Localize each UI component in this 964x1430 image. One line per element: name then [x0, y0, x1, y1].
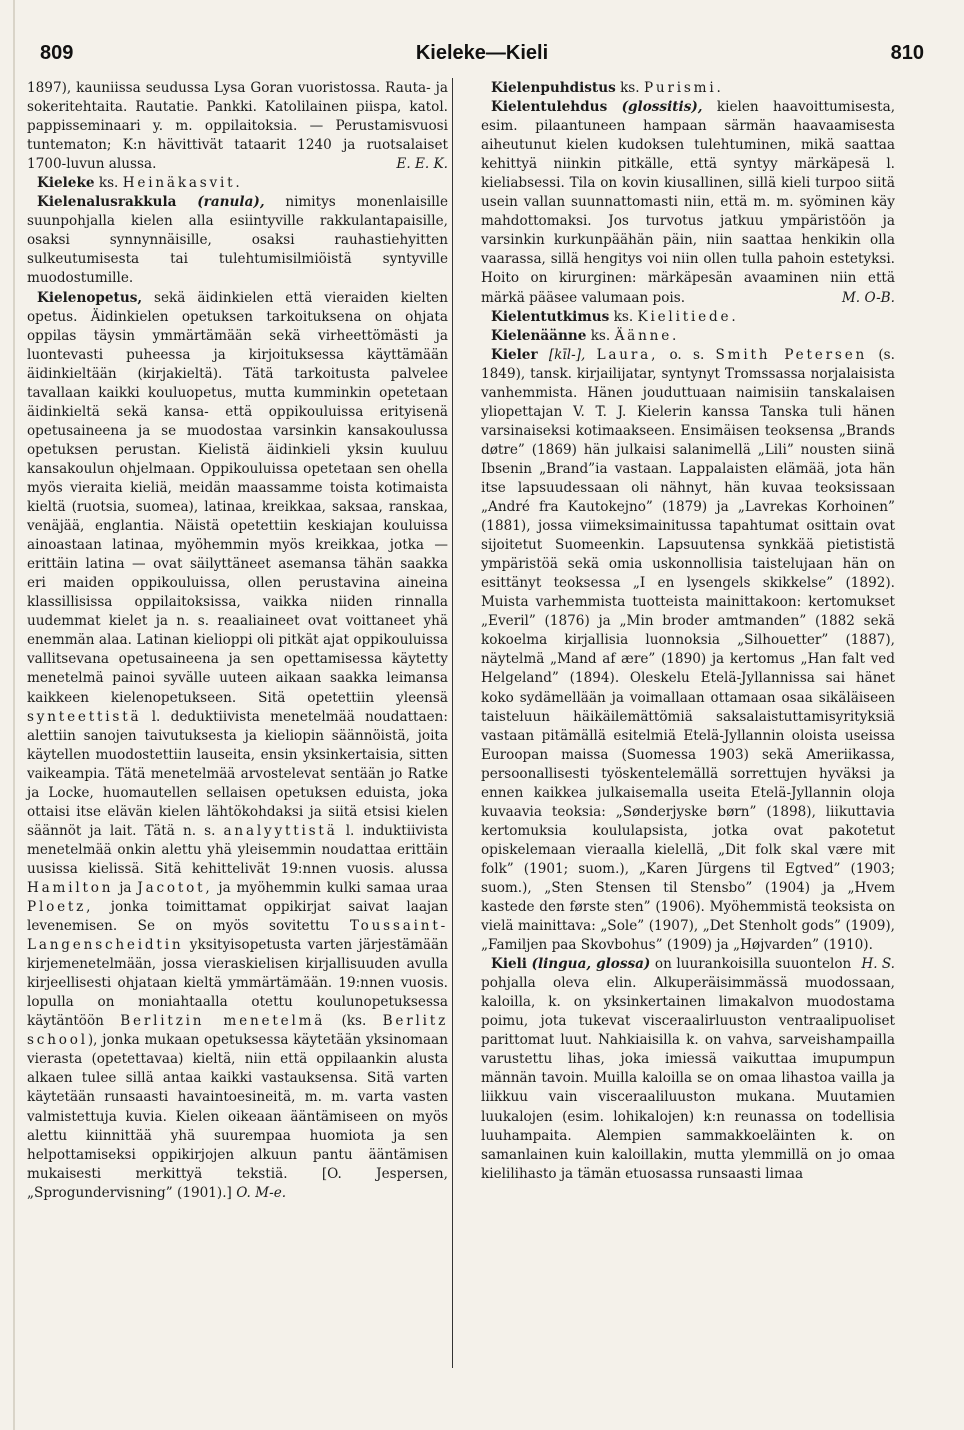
right-column — [481, 79, 895, 1184]
headword: Kielenpuhdistus — [491, 80, 616, 96]
entry-kielenaanne — [481, 327, 895, 346]
pronunciation: [kīl-], — [548, 346, 586, 363]
headword: Kielentutkimus — [491, 308, 610, 325]
spaced-name: Jacotot, — [137, 879, 213, 896]
entry-text: ja — [119, 879, 132, 896]
scan-edge — [13, 0, 15, 1430]
see-prefix: ks. — [98, 175, 119, 192]
entry-text: ja myöhemmin kulki samaa uraa — [218, 879, 448, 896]
column-divider — [452, 78, 453, 1368]
entry-kielenalusrakkula — [27, 193, 448, 288]
see-prefix: ks. — [590, 327, 611, 344]
see-prefix: ks. — [620, 80, 640, 96]
entry-kielentutkimus — [481, 308, 895, 327]
headword: Kieleke — [37, 175, 95, 192]
headword: Kieler — [491, 346, 538, 363]
spaced-name: Hamilton — [27, 879, 114, 896]
entry-text: (s. 1849), tansk. kirjailijatar, syntynyt Tromssassa norjalaisista vanhemmista. Hänen jouduttuaan naimisiin tanskalaisen yliopettajan V. T. J. Kielerin kanssa Tanska tuli hänen varsinaiseksi kotimaakseen. Ensimäisen teoksensa „Brands døtre” (1869) hän julkaisi salanimellä „Lili” nousten siinä Ibsenin „Brand”ia vastaan. Lappalaisten elämää, jota hän itse lapsuudessaan oli nähnyt, hän kuvaa teoksissaan „André fra Kautokejno” (1879) ja „Lavrekas Korhoinen” (1881), jossa viimeksimainitussa tapahtumat osittain ovat sijoitetut Suomeenkin. Lapsuutensa synkkää pietististä ympäristöä sekä omia uskonnollisia taistelujaan hän on esittänyt teoksessa „I en lysengels skikkelse” (1892). Muista varhemmista tuotteista mainittakoon: kertomukset „Everil” (1876) ja „Min broder amtmanden” (1882 sekä kokoelma kirjallisia luonnoksia „Silhouetter” (1887), näytelmä „Mand af ære” (1890) ja kertomus „Han falt ved Helgeland” (1894). Oleskelu Etelä-Jyllannissa sai hänet koko sydämellään ja voimallaan ottamaan osaa sikäläiseen taisteluun häikäilemättömiä saksalaistuttamisyrityksiä vastaan pitämällä esitelmiä Etelä-Jyllannin oloista useissa Euroopan maissa (Suomessa 1903) sekä Ameriikassa, persoonallisesti työskentelemällä sorrettujen hyväksi ja ennen kaikkea julkaisemalla useita Etelä-Jyllannin oloja kuvaavia teoksia: „Sønderjyske børn” (1898), liikuttavia kertomuksia koululapsista, jotka ovat pakotetut opiskelemaan vieraalla kielellä, „Dit folk skal være mit folk” (1901; suom.), „Karen Jürgens til Egtved” (1903; suom.), „Sten Stensen til Stensbo” (1904) ja „Hvem kastede den første sten” (1906). Myöhemmistä teoksista on vielä mainittava: „Sole” (1907), „Det Stenholt gods” (1909), „Familjen paa Skovbohus” (1909) ja „Højvarden” (1910). — [481, 346, 895, 954]
entry-text: l. induktiivista menetelmää onkin alettu yhä yleisemmin noudattaa erittäin uusissa kielissä. Sitä kehittelivät 19:nnen vuosis. alussa — [27, 822, 448, 877]
entry-kielenpuhdistus — [481, 79, 895, 98]
spaced-term: Berlitz school — [27, 1013, 449, 1049]
page-number-right: 810 — [890, 42, 924, 64]
spaced-name: Laura, — [596, 346, 659, 363]
spaced-name: Ploetz, — [27, 899, 94, 916]
cross-reference: Kielitiede. — [637, 308, 739, 325]
entry-text: 1897), kauniissa seudussa Lysa Goran vuoristossa. Rauta- ja sokeritehtaita. Rautatie. Pankki. Katolilainen piispa, katol. pappisseminaari y. m. oppilaitoksia. — Perustamisvuosi tuntematon; K:n hävittivät tataarit 1240 ja ruotsalaiset 1700-luvun alussa. — [27, 80, 448, 173]
entry-kielentulehdus — [481, 98, 895, 308]
entry-text: sekä äidinkielen että vieraiden kielten opetus. Äidinkielen opetuksen tarkoituksena on ohjata oppilas täysin ymmärtämään sekä virheettömästi ja luontevasti puheessa ja kirjoituksessa käyttämään äidinkieltään (kirjakieltä). Tätä tarkoitusta palvelee tavallaan kaikki kouluopetus, mutta kumminkin opetetaan äidinkieltä sekä kansa- että oppikouluissa erityisenä opetusaineena ja se muodostaa varsinkin kansakoulussa opetuksen perustan. Kielistä äidinkieli yksin kuuluu kansakoulun ohjelmaan. Oppikouluissa opetetaan sen ohella myös vieraita kieliä, meidän maassamme toista kotimaista kieltä (ruotsia, suomea), latinaa, kreikkaa, saksaa, ranskaa, venäjää, englantia. Näistä opetettiin keskiajan kouluissa ainoastaan latinaa, myöhemmin myös kreikkaa, jotka — erittäin latina — ovat säilyttäneet asemansa tähän saakka eri maiden oppikouluissa, ollen perustavina aineina klassillisissa oppilaitoksissa, vaikka niiden rinnalla uudemmat kielet ja n. s. reaaliaineet ovat voittaneet yhä enemmän alaa. Latinan kielioppi oli pitkät ajat oppikouluissa vallitsevana opetusaineena ja sen opettamisessa käytetty menetelmä painoi syvälle uuteen aikaan saakka leimansa kaikkeen kielenopetukseen. Sitä opetettiin yleensä — [27, 289, 448, 706]
headword: Kielenäänne — [491, 327, 587, 344]
entry-kielenopetus — [27, 289, 448, 1203]
entry-text: yksityisopetusta varten järjestämään kirjemenetelmään, jossa vieraskielisen kirjallisuuden avulla kirjeellisesti ohjataan kieltä ymmärtämään. 19:nnen vuosis. lopulla on moniahtaalla otettu koulunopetuksessa käytäntöön — [27, 937, 448, 1030]
cross-reference: Heinäkasvit. — [122, 175, 243, 192]
page-header — [40, 42, 924, 70]
entry-text: ), jonka mukaan opetuksessa käytetään yksinomaan vierasta (opetettavaa) kieltä, niin että oppilaankin alusta alkaen tulee sillä antaa kaikki vastauksensa. Sitä varten käytetään runsaasti havaintoesineitä, m. m. varta vasten valmistettuja kuvia. Kielen oikeaan ääntämiseen on myös alettu kiinnittää yhä suurempaa huomiota ja sen helpottamiseksi oppikirjojen alkuun pantu ääntämisen mukaisesti merkittyä tekstiä. [O. Jespersen, „Sprogundervisning” (1901).] — [27, 1032, 448, 1201]
entry-text: jonka toimittamat oppikirjat saivat laajan levenemisen. Se on myös sovitettu — [27, 899, 448, 935]
latin-term: (glossitis), — [621, 99, 703, 116]
author-signature: M. O-B. — [841, 289, 895, 306]
headword: Kielenopetus, — [37, 289, 143, 306]
left-column — [27, 79, 448, 1203]
spaced-name: Smith Petersen — [715, 346, 868, 363]
spaced-term: synteettistä — [27, 708, 142, 725]
page-number-left: 809 — [40, 42, 74, 64]
cross-reference: Äänne. — [614, 327, 680, 344]
spaced-name: Toussaint-Langenscheidtin — [27, 918, 448, 954]
headword: Kielentulehdus — [491, 99, 608, 116]
see-prefix: ks. — [613, 308, 634, 325]
entry-kieli — [481, 955, 895, 1184]
entry-text: l. deduktiivista menetelmää noudattaen: alettiin sanojen taivutuksesta ja kieliopin säännöistä, joita käytellen muodostettiin lauseita, ensin yksinkertaisia, sitten vaikeampia. Tätä menetelmää arvostelevat sentään jo Ratke ja Locke, huomautellen sellaisen opetuksen eduista, joka ottaisi itse elävän kielen lähtökohdaksi ja siitä etsisi kielen säännöt ja lait. Tätä n. s. — [27, 708, 448, 839]
spaced-term: Berlitzin menetelmä — [120, 1013, 326, 1030]
author-signature: H. S. — [861, 956, 895, 973]
entry-text: o. s. — [669, 346, 705, 363]
headword: Kielenalusrakkula — [37, 194, 177, 211]
latin-term: (ranula), — [197, 194, 265, 211]
author-signature: O. M-e. — [236, 1184, 287, 1201]
author-signature: E. E. K. — [396, 156, 448, 173]
cross-reference: Purismi. — [643, 80, 724, 96]
running-title: Kieleke—Kieli — [415, 42, 549, 64]
entry-text: (ks. — [341, 1013, 367, 1030]
latin-term: (lingua, glossa) — [531, 956, 651, 973]
entry-text: on luurankoisilla suuontelon pohjalla oleva elin. Alkuperäisimmässä muodossaan, kaloilla, k. on yksinkertainen limakalvon muodostama poimu, jota tukevat visceraalirluuston ventraalipuoliset parittomat luut. Nahkiaisilla k. on vahva, sarveishampailla varustettu lihas, joka imiessä vaikuttaa imupumpun männän tavoin. Muilla kaloilla se on omaa lihastoa vailla ja liikkuu vain visceraaliluuston mukana. Muutamien luukalojen (esim. lohikalojen) k:n reunassa on todellisia luuhampaita. Alempien sammakkoeläinten k. on samanlainen kuin kaloillakin, mutta ylemmillä on jo omaa kielilihasto ja tämän etuosassa runsaasti limaa — [481, 956, 895, 1182]
entry-text: kielen haavoittumisesta, esim. pilaantuneen hampaan särmän haavaamisesta aiheutunut kielen kudoksen tulehtuminen, mikä saattaa kehittyä niinkin pitkälle, että syntyy märkäpesä l. kieliabsessi. Tila on kovin kiusallinen, sillä kieli turpoo siitä usein vallan suunnattomasti niin, että m. m. syöminen käy mahdottomaksi. Jos turvotus jatkuu ympäristöön ja varsinkin kurkunpäähän päin, niin saattaa henkikin olla vaarassa, sillä hengitys voi niin ollen tulla pahoin estetyksi. Hoito on kirurginen: märkäpesän avaaminen niin että märkä pääsee valumaan pois. — [481, 99, 896, 306]
entry-text: nimitys monenlaisille suunpohjalla kielen alla esiintyville rakkulantapaisille, osaksi synnynnäisille, osaksi rauhastiehyitten sulkeutumisesta tai tulehtumisilmiöistä syntyville muodostumille. — [27, 194, 449, 287]
spaced-term: analyyttistä — [223, 822, 338, 839]
headword: Kieli — [491, 956, 527, 973]
entry-continuation — [27, 79, 448, 174]
entry-kieleke — [27, 174, 448, 193]
